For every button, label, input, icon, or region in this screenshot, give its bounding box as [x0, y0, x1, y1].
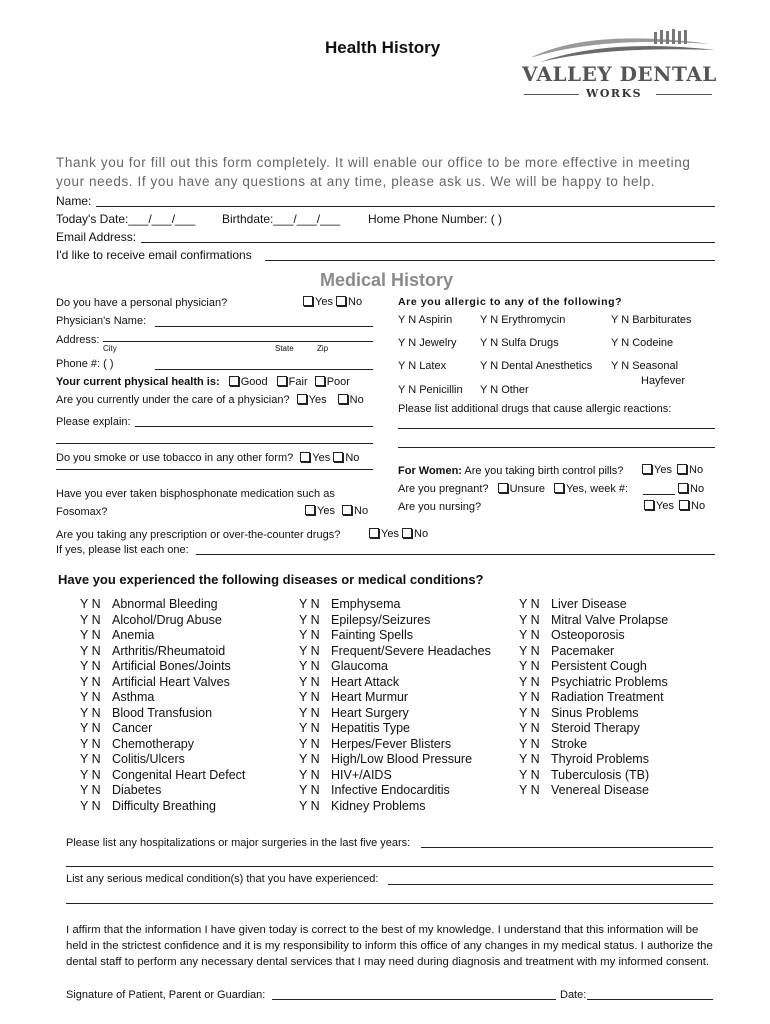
tobacco-yes-label: Yes: [312, 452, 331, 464]
signature-label: Signature of Patient, Parent or Guardian:: [66, 989, 266, 1001]
yes-checkbox[interactable]: [303, 296, 313, 306]
conditions-column-3: [515, 597, 668, 799]
allergy-penicillin[interactable]: Y N Penicillin: [398, 384, 463, 396]
logo-wave-icon: [520, 24, 720, 66]
yes-no-options[interactable]: Y N: [299, 798, 320, 813]
yes-no-options[interactable]: Y N: [299, 659, 320, 673]
condition-label: Herpes/Fever Blisters: [331, 736, 452, 751]
condition-item[interactable]: [515, 721, 668, 737]
condition-item[interactable]: [76, 628, 245, 644]
nursing-yes-label: Yes: [656, 500, 674, 512]
condition-label: Venereal Disease: [551, 783, 649, 797]
email-label: Email Address:: [56, 230, 137, 244]
nursing-question: Are you nursing?: [398, 501, 482, 513]
condition-label: Osteoporosis: [551, 628, 625, 642]
condition-item[interactable]: [76, 737, 245, 753]
yes-no-options[interactable]: Y N: [519, 612, 540, 627]
pregnant-row: [398, 483, 628, 495]
condition-item[interactable]: [76, 752, 245, 768]
yes-no-options[interactable]: Y N: [80, 752, 101, 766]
yes-no-options[interactable]: Y N: [519, 628, 540, 642]
condition-item[interactable]: [515, 690, 668, 706]
condition-label: Sinus Problems: [551, 705, 639, 720]
birth-control-options: [642, 464, 703, 476]
yes-no-options[interactable]: Y N: [299, 628, 320, 642]
hospitalizations-label: Please list any hospitalizations or major surgeries in the last five years:: [66, 837, 411, 849]
state-label: State: [275, 344, 294, 353]
care-question: Are you currently under the care of a physician?: [56, 394, 290, 406]
conditions-column-2: [295, 597, 491, 814]
yes-no-options[interactable]: Y N: [80, 659, 101, 673]
condition-label: Emphysema: [331, 597, 401, 611]
bisphosphonate-question: Have you ever taken bisphosphonate medication such as: [56, 488, 335, 500]
pregnant-question: Are you pregnant?: [398, 483, 489, 495]
allergy-barbiturates[interactable]: Y N Barbiturates: [611, 314, 692, 326]
condition-label: Kidney Problems: [331, 798, 426, 813]
please-explain-label: Please explain:: [56, 416, 131, 428]
conditions-heading: Have you experienced the following diseases or medical conditions?: [58, 572, 484, 587]
yes-label: Yes: [315, 296, 333, 308]
yes-no-options[interactable]: Y N: [519, 721, 540, 735]
serious-conditions-field-2[interactable]: [66, 903, 713, 904]
condition-item[interactable]: [295, 597, 491, 613]
yes-no-options[interactable]: Y N: [80, 783, 101, 797]
condition-item[interactable]: [515, 644, 668, 660]
allergy-codeine[interactable]: Y N Codeine: [611, 337, 674, 349]
allergy-sulfa-drugs[interactable]: Y N Sulfa Drugs: [480, 337, 559, 349]
todays-date-label[interactable]: Today's Date:___/___/___: [56, 212, 196, 226]
physician-name-field[interactable]: [155, 326, 373, 327]
allergy-jewelry[interactable]: Y N Jewelry: [398, 337, 457, 349]
condition-item[interactable]: [76, 690, 245, 706]
yes-no-options[interactable]: Y N: [80, 767, 101, 782]
name-label: Name:: [56, 194, 92, 208]
condition-label: Hepatitis Type: [331, 721, 410, 735]
logo: [520, 24, 720, 104]
pregnant-unsure-checkbox[interactable]: [498, 483, 508, 493]
condition-label: Heart Surgery: [331, 705, 409, 720]
drugs-field-1[interactable]: [398, 428, 715, 429]
condition-label: Pacemaker: [551, 643, 615, 658]
yes-no-options[interactable]: Y N: [80, 674, 101, 689]
pregnant-no-label: No: [690, 483, 705, 495]
condition-item[interactable]: [295, 675, 491, 691]
allergy-heading: Are you allergic to any of the following?: [398, 296, 623, 308]
fosomax-label: Fosomax?: [56, 506, 108, 518]
yes-no-options[interactable]: Y N: [80, 798, 101, 813]
condition-label: Infective Endocarditis: [331, 783, 450, 797]
good-label: Good: [240, 376, 268, 388]
yes-no-options[interactable]: Y N: [299, 690, 320, 704]
bisphosphonate-options: [305, 505, 368, 517]
birth-control-yes-label: Yes: [654, 464, 672, 476]
condition-label: Fainting Spells: [331, 628, 413, 642]
yes-no-options[interactable]: Y N: [299, 674, 320, 689]
condition-item[interactable]: [295, 659, 491, 675]
yes-no-options[interactable]: Y N: [80, 736, 101, 751]
condition-item[interactable]: [515, 597, 668, 613]
email-confirm-field[interactable]: [265, 260, 715, 261]
care-yes-label: Yes: [308, 394, 327, 406]
date-label: Date:: [560, 989, 587, 1001]
prescription-yes-label: Yes: [381, 528, 399, 540]
yes-no-options[interactable]: Y N: [80, 612, 101, 627]
condition-item[interactable]: [295, 768, 491, 784]
hospitalizations-field-2[interactable]: [66, 866, 713, 867]
yes-no-options[interactable]: Y N: [299, 597, 320, 611]
tobacco-question: Do you smoke or use tobacco in any other form?: [56, 452, 294, 464]
condition-item[interactable]: [515, 659, 668, 675]
condition-item[interactable]: [515, 628, 668, 644]
yes-no-options[interactable]: Y N: [80, 628, 101, 642]
nursing-options: [644, 500, 705, 512]
allergy-erythromycin[interactable]: Y N Erythromycin: [480, 314, 566, 326]
yes-no-options[interactable]: Y N: [519, 736, 540, 751]
condition-label: Abnormal Bleeding: [112, 597, 218, 611]
condition-label: High/Low Blood Pressure: [331, 752, 473, 766]
condition-label: Tuberculosis (TB): [551, 767, 650, 782]
condition-label: Steroid Therapy: [551, 721, 640, 735]
condition-item[interactable]: [515, 752, 668, 768]
bisphos-no-checkbox[interactable]: [342, 505, 352, 515]
fair-label: Fair: [288, 376, 308, 388]
explain-field[interactable]: [135, 426, 373, 427]
unsure-label: Unsure: [509, 483, 546, 495]
condition-label: Congenital Heart Defect: [112, 767, 246, 782]
condition-item[interactable]: [76, 644, 245, 660]
nursing-no-checkbox[interactable]: [679, 500, 689, 510]
zip-label: Zip: [317, 344, 329, 353]
phone-field[interactable]: [155, 369, 373, 370]
condition-label: Stroke: [551, 736, 588, 751]
condition-label: Liver Disease: [551, 597, 627, 611]
birth-control-no-checkbox[interactable]: [677, 464, 687, 474]
condition-label: Heart Attack: [331, 674, 400, 689]
for-women-label: For Women:: [398, 465, 462, 477]
condition-item[interactable]: [295, 706, 491, 722]
yes-no-options[interactable]: Y N: [80, 597, 101, 611]
condition-label: Epilepsy/Seizures: [331, 612, 431, 627]
yes-no-options[interactable]: Y N: [299, 612, 320, 627]
allergy-hayfever: Hayfever: [641, 375, 686, 387]
prescription-question: Are you taking any prescription or over-the-counter drugs?: [56, 529, 341, 541]
condition-item[interactable]: [295, 613, 491, 629]
yes-no-options[interactable]: Y N: [519, 597, 540, 611]
allergy-latex[interactable]: Y N Latex: [398, 360, 447, 372]
no-label: No: [348, 296, 363, 308]
physical-health-label: Your current physical health is:: [56, 376, 220, 388]
care-of-physician-row: [56, 394, 364, 406]
drugs-field-2[interactable]: [398, 447, 715, 448]
condition-item[interactable]: [76, 799, 245, 815]
yes-no-options[interactable]: Y N: [519, 659, 540, 673]
no-checkbox[interactable]: [336, 296, 346, 306]
bisphos-yes-label: Yes: [317, 505, 335, 517]
logo-title: VALLEY DENTAL: [522, 62, 717, 86]
logo-subtitle: WORKS: [586, 87, 643, 100]
allergy-other[interactable]: Y N Other: [480, 384, 529, 396]
condition-item[interactable]: [76, 706, 245, 722]
yes-no-options[interactable]: Y N: [299, 767, 320, 782]
pregnant-yes-checkbox[interactable]: [554, 483, 564, 493]
condition-label: Artificial Bones/Joints: [112, 659, 231, 673]
pregnant-no-checkbox[interactable]: [678, 483, 688, 493]
city-label: City: [103, 344, 117, 353]
tobacco-row: [56, 452, 359, 464]
yes-no-options[interactable]: Y N: [519, 767, 540, 782]
condition-item[interactable]: [76, 721, 245, 737]
bisphos-no-label: No: [354, 505, 369, 517]
condition-label: Artificial Heart Valves: [112, 674, 230, 689]
pregnant-no-option: [678, 483, 704, 495]
birth-control-no-label: No: [689, 464, 704, 476]
intro-text: Thank you for fill out this form completely. It will enable our office to be more effective in meeting your needs. If you have any questions at any time, please ask us. We will be happy to help.: [56, 155, 691, 189]
condition-label: Blood Transfusion: [112, 705, 213, 720]
condition-label: Anemia: [112, 628, 155, 642]
conditions-column-1: [76, 597, 245, 814]
condition-item[interactable]: [76, 675, 245, 691]
date-field[interactable]: [587, 999, 713, 1000]
nursing-no-label: No: [691, 500, 706, 512]
list-each-label: If yes, please list each one:: [56, 544, 189, 556]
poor-label: Poor: [326, 376, 350, 388]
yes-week-label: Yes, week #:: [566, 483, 629, 495]
condition-item[interactable]: [76, 768, 245, 784]
condition-label: Asthma: [112, 690, 155, 704]
condition-label: Chemotherapy: [112, 736, 194, 751]
prescription-options: [369, 528, 428, 540]
condition-label: Arthritis/Rheumatoid: [112, 643, 226, 658]
care-no-checkbox[interactable]: [338, 394, 348, 404]
home-phone-label[interactable]: Home Phone Number: ( ): [368, 212, 503, 226]
condition-label: Radiation Treatment: [551, 690, 664, 704]
condition-label: Glaucoma: [331, 659, 388, 673]
birth-control-question: Are you taking birth control pills?: [464, 465, 624, 477]
condition-item[interactable]: [76, 783, 245, 799]
yes-no-options[interactable]: Y N: [519, 690, 540, 704]
care-no-label: No: [349, 394, 364, 406]
yes-no-options[interactable]: Y N: [80, 721, 101, 735]
yes-no-options[interactable]: Y N: [299, 736, 320, 751]
personal-physician-options: [303, 296, 362, 308]
condition-item[interactable]: [515, 768, 668, 784]
personal-physician-question: Do you have a personal physician?: [56, 297, 228, 309]
week-number-field[interactable]: [643, 494, 675, 495]
condition-item[interactable]: [295, 690, 491, 706]
condition-label: Frequent/Severe Headaches: [331, 643, 491, 658]
condition-label: Thyroid Problems: [551, 752, 649, 766]
prescription-no-checkbox[interactable]: [402, 528, 412, 538]
list-each-field[interactable]: [196, 554, 715, 555]
explain-field-2[interactable]: [56, 443, 373, 444]
condition-item[interactable]: [295, 644, 491, 660]
page-title: Health History: [325, 38, 441, 57]
hospitalizations-field[interactable]: [421, 847, 713, 848]
yes-no-options[interactable]: Y N: [519, 705, 540, 720]
address-field[interactable]: [103, 341, 373, 342]
condition-item[interactable]: [76, 597, 245, 613]
condition-label: Heart Murmur: [331, 690, 409, 704]
yes-no-options[interactable]: Y N: [80, 690, 101, 704]
condition-item[interactable]: [295, 799, 491, 815]
condition-item[interactable]: [76, 613, 245, 629]
care-yes-checkbox[interactable]: [297, 394, 307, 404]
serious-conditions-field[interactable]: [388, 884, 713, 885]
condition-item[interactable]: [295, 628, 491, 644]
condition-label: Cancer: [112, 721, 153, 735]
physical-health-row: [56, 376, 350, 388]
fair-checkbox[interactable]: [277, 376, 287, 386]
birth-control-yes-checkbox[interactable]: [642, 464, 652, 474]
condition-label: Diabetes: [112, 783, 162, 797]
tobacco-yes-checkbox[interactable]: [300, 452, 310, 462]
affirmation-text: I affirm that the information I have given today is correct to the best of my knowledge. I understand that this information will be held in the strictest confidence and it is my responsibility to inform this office of any changes in my medical status. I authorize the dental staff to perform any necessary dental services that I may need during diagnosis and treatment with my informed consent.: [66, 924, 713, 968]
condition-label: Persistent Cough: [551, 659, 647, 673]
email-confirm-label: I'd like to receive email confirmations: [56, 248, 252, 262]
poor-checkbox[interactable]: [315, 376, 325, 386]
condition-item[interactable]: [295, 721, 491, 737]
allergy-aspirin[interactable]: Y N Aspirin: [398, 314, 453, 326]
condition-item[interactable]: [295, 737, 491, 753]
condition-item[interactable]: [515, 737, 668, 753]
yes-no-options[interactable]: Y N: [299, 752, 320, 766]
condition-item[interactable]: [515, 675, 668, 691]
address-label: Address:: [56, 334, 100, 346]
email-field[interactable]: [141, 242, 715, 243]
medical-history-heading: Medical History: [320, 270, 454, 290]
serious-conditions-label: List any serious medical condition(s) that you have experienced:: [66, 873, 379, 885]
signature-field[interactable]: [272, 999, 556, 1000]
yes-no-options[interactable]: Y N: [299, 705, 320, 720]
condition-item[interactable]: [76, 659, 245, 675]
yes-no-options[interactable]: Y N: [299, 783, 320, 797]
tobacco-no-label: No: [345, 452, 360, 464]
condition-label: Psychiatric Problems: [551, 674, 668, 689]
phone-label: Phone #: ( ): [56, 358, 114, 370]
birthdate-label[interactable]: Birthdate:___/___/___: [222, 212, 341, 226]
yes-no-options[interactable]: Y N: [519, 643, 540, 658]
tobacco-no-checkbox[interactable]: [333, 452, 343, 462]
condition-item[interactable]: [295, 752, 491, 768]
birth-control-row: [398, 465, 623, 477]
yes-no-options[interactable]: Y N: [299, 721, 320, 735]
condition-item[interactable]: [515, 783, 668, 799]
nursing-yes-checkbox[interactable]: [644, 500, 654, 510]
yes-no-options[interactable]: Y N: [299, 643, 320, 658]
condition-label: Colitis/Ulcers: [112, 752, 185, 766]
allergy-seasonal[interactable]: Y N Seasonal: [611, 360, 679, 372]
prescription-yes-checkbox[interactable]: [369, 528, 379, 538]
yes-no-options[interactable]: Y N: [519, 674, 540, 689]
prescription-no-label: No: [414, 528, 429, 540]
name-field[interactable]: [96, 206, 715, 207]
condition-item[interactable]: [295, 783, 491, 799]
condition-item[interactable]: [515, 613, 668, 629]
condition-label: HIV+/AIDS: [331, 767, 392, 782]
list-drugs-label: Please list additional drugs that cause allergic reactions:: [398, 403, 672, 415]
condition-label: Mitral Valve Prolapse: [551, 612, 669, 627]
condition-label: Difficulty Breathing: [112, 798, 216, 813]
yes-no-options[interactable]: Y N: [80, 643, 101, 658]
yes-no-options[interactable]: Y N: [519, 783, 540, 797]
condition-item[interactable]: [515, 706, 668, 722]
yes-no-options[interactable]: Y N: [519, 752, 540, 766]
physician-name-label: Physician's Name:: [56, 315, 147, 327]
good-checkbox[interactable]: [229, 376, 239, 386]
allergy-dental-anesthetics[interactable]: Y N Dental Anesthetics: [480, 360, 593, 372]
bisphos-yes-checkbox[interactable]: [305, 505, 315, 515]
condition-label: Alcohol/Drug Abuse: [112, 612, 222, 627]
yes-no-options[interactable]: Y N: [80, 705, 101, 720]
